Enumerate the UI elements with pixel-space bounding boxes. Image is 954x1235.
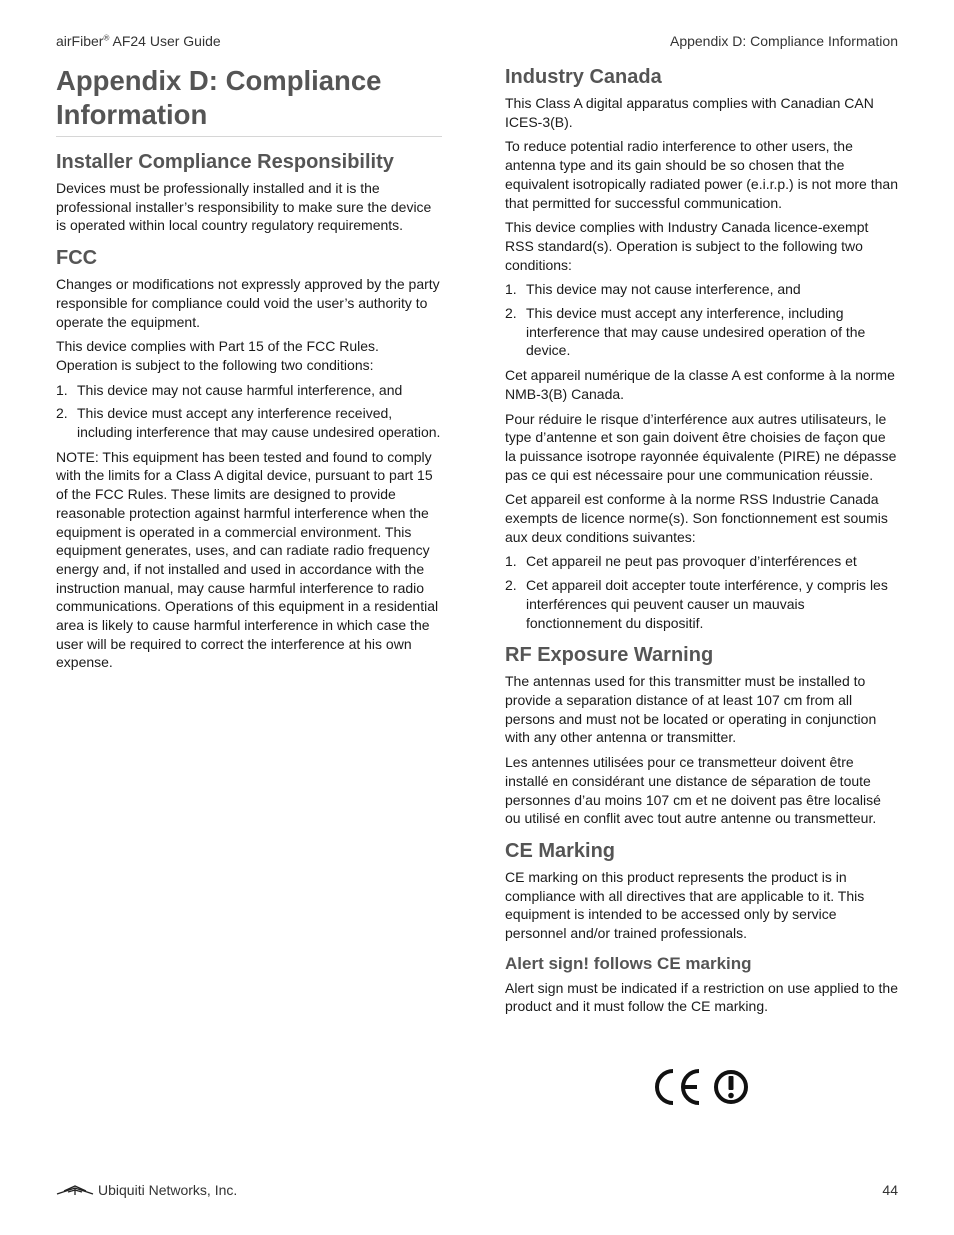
list-item <box>505 552 900 571</box>
fcc-note: NOTE: This equipment has been tested and found to comply with the limits for a Class A digital device, pursuant to part 15 of the FCC Rules. These limits are designed to provide reasonable protection against harmful interference when the equipment is operated in a commercial environment. This equipment generates, uses, and can radiate radio frequency energy and, if not installed and used in accordance with the instruction manual, may cause harmful interference to radio communications. Operations of this equipment in a residential area is likely to cause harmful interference in which case the user will be required to correct the interference at his own expense. <box>56 448 439 671</box>
page-title: Appendix D: Compliance Information <box>56 64 442 137</box>
canada-heading: Industry Canada <box>505 66 662 88</box>
canada-section <box>505 64 900 632</box>
ce-alert-mark-svg <box>653 1067 753 1107</box>
list-text: Cet appareil doit accepter toute interférence, y compris les interférences qui peuvent causer un mauvais fonctionnement du dispositif. <box>526 577 888 631</box>
ce-heading: CE Marking <box>505 839 616 862</box>
alert-dot <box>728 1093 734 1099</box>
canada-conditions-list-fr <box>505 552 900 632</box>
list-text: This device may not cause interference, and <box>526 281 801 298</box>
list-text: This device must accept any interference received, including interference that may cause undesired operation. <box>77 405 441 441</box>
ce-e-letter <box>683 1071 699 1103</box>
canada-conditions-list <box>505 280 900 360</box>
ubiquiti-logo-icon <box>56 1184 94 1196</box>
list-number: 1. <box>505 553 517 570</box>
header-product: airFiber <box>56 33 104 49</box>
running-header <box>56 33 898 53</box>
left-column <box>56 64 442 678</box>
fcc-section <box>56 245 442 672</box>
installer-body: Devices must be professionally installed and it is the professional installer’s responsibility to make sure the device is operated within local country regulatory requirements. <box>56 180 432 234</box>
list-number: 1. <box>505 281 517 298</box>
rf-heading: RF Exposure Warning <box>505 644 714 667</box>
ce-alert-mark-icon <box>653 1067 753 1112</box>
fcc-heading: FCC <box>56 247 98 270</box>
page-footer <box>56 1182 898 1202</box>
list-number: 2. <box>56 405 68 422</box>
list-number: 1. <box>56 381 68 398</box>
alert-bar <box>729 1076 734 1090</box>
right-column <box>505 64 900 1022</box>
canada-paragraph-4: Cet appareil numérique de la classe A est conforme à la norme NMB-3(B) Canada. <box>505 367 895 402</box>
list-text: This device may not cause harmful interference, and <box>77 381 403 398</box>
list-number: 2. <box>505 305 517 322</box>
fcc-paragraph-2: This device complies with Part 15 of the FCC Rules. Operation is subject to the following two conditions: <box>56 338 379 373</box>
list-item <box>56 381 442 400</box>
list-item <box>505 576 900 632</box>
canada-paragraph-5: Pour réduire le risque d’interférence aux autres utilisateurs, le type d’antenne et son gain doivent être choisies de façon que la puissance isotrope rayonnée équivalente (PIRE) ne dépasse pas ce qui est nécessaire pour une communication réussie. <box>505 410 897 483</box>
fcc-paragraph-1: Changes or modifications not expressly approved by the party responsible for compliance could void the user’s authority to operate the equipment. <box>56 276 440 330</box>
list-item <box>56 404 442 441</box>
ce-paragraph-1: CE marking on this product represents the product is in compliance with all directives that are applicable to it. This equipment is intended to be accessed only by service personnel and/or trained professionals. <box>505 868 865 942</box>
installer-heading: Installer Compliance Responsibility <box>56 151 394 173</box>
registered-mark: ® <box>103 33 110 43</box>
header-section: Appendix D: Compliance Information <box>669 33 898 49</box>
footer-company-name: Ubiquiti Networks, Inc. <box>98 1182 238 1198</box>
canada-paragraph-1: This Class A digital apparatus complies with Canadian CAN ICES-3(B). <box>505 95 874 130</box>
page-number: 44 <box>882 1182 898 1198</box>
header-guide-title <box>56 33 221 49</box>
list-item <box>505 304 900 360</box>
installer-section <box>56 149 442 235</box>
rf-paragraph-2: Les antennes utilisées pour ce transmetteur doivent être installé en considérant une distance de séparation de toute personnes d’au moins 107 cm et ne doivent pas être localisé ou utilisé en conflit avec tout autre antenne ou transmetteur. <box>505 754 881 827</box>
fcc-conditions-list <box>56 381 442 442</box>
list-text: Cet appareil ne peut pas provoquer d’interférences et <box>526 553 857 570</box>
canada-paragraph-3: This device complies with Industry Canada licence-exempt RSS standard(s). Operation is subject to the following two conditions: <box>505 219 869 273</box>
canada-paragraph-6: Cet appareil est conforme à la norme RSS Industrie Canada exempts de licence norme(s). Son fonctionnement est soumis aux deux conditions suivantes: <box>505 491 888 545</box>
ce-paragraph-2: Alert sign must be indicated if a restriction on use applied to the product and it must follow the CE marking. <box>505 979 898 1015</box>
footer-company <box>56 1182 237 1198</box>
canada-paragraph-2: To reduce potential radio interference to other users, the antenna type and its gain should be so chosen that the equivalent isotropically radiated power (e.i.r.p.) is not more than that permitted for successful communication. <box>505 138 898 211</box>
list-item <box>505 280 900 299</box>
list-text: This device must accept any interference, including interference that may cause undesired operation of the device. <box>526 305 866 359</box>
rf-section <box>505 642 900 828</box>
alert-subheading: Alert sign! follows CE marking <box>505 953 752 973</box>
list-number: 2. <box>505 577 517 594</box>
header-guide: AF24 User Guide <box>109 33 221 49</box>
ce-c-letter <box>657 1071 673 1103</box>
rf-paragraph-1: The antennas used for this transmitter must be installed to provide a separation distance of at least 107 cm from all persons and must not be located or operating in conjunction with any other antenna or transmitter. <box>505 673 877 746</box>
ce-section <box>505 838 900 1016</box>
